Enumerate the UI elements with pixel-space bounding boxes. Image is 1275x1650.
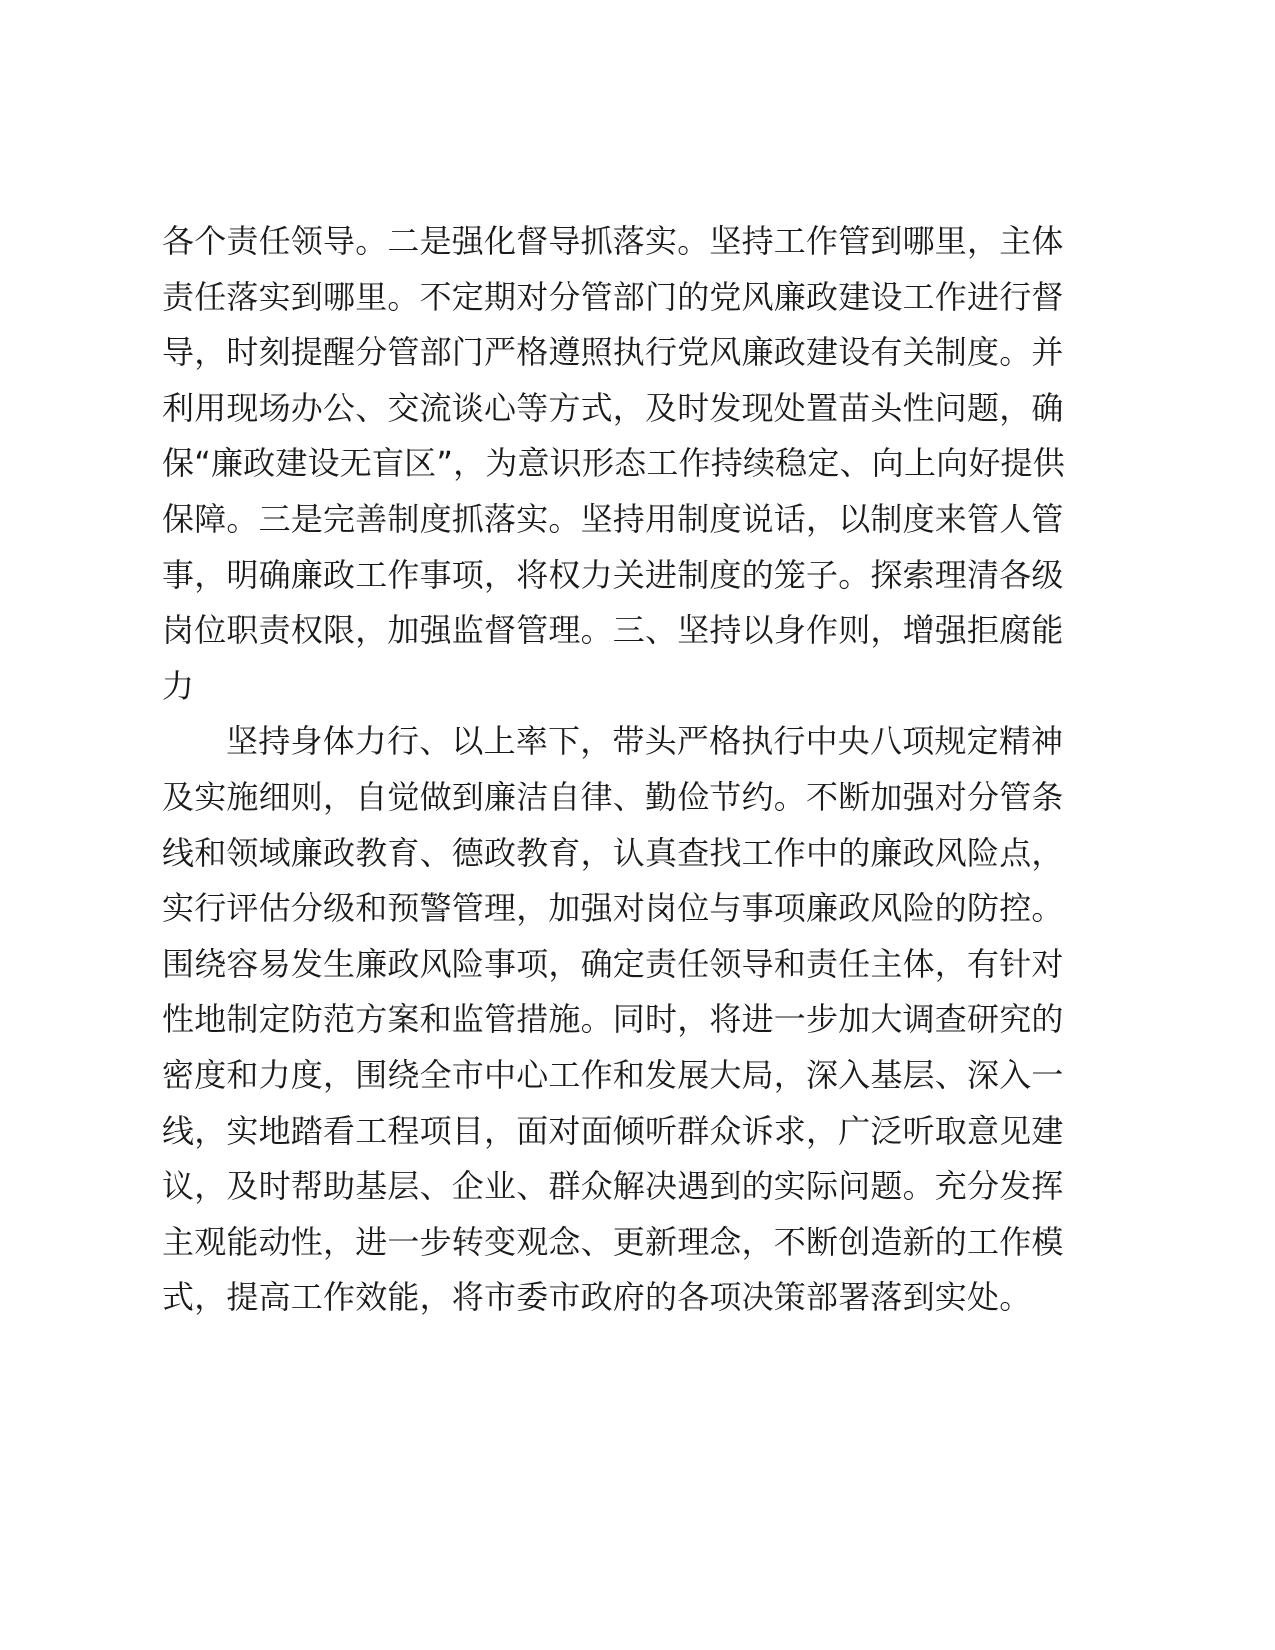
text-line: 事，明确廉政工作事项，将权力关进制度的笼子。探索理清各级: [162, 555, 1064, 594]
text-line: 式，提高工作效能，将市委市政府的各项决策部署落到实处。: [162, 1278, 1032, 1317]
text-line: 性地制定防范方案和监管措施。同时，将进一步加大调查研究的: [162, 1000, 1064, 1039]
paragraph-1: [162, 214, 1067, 714]
document-body: [162, 214, 1067, 1326]
text-line: 围绕容易发生廉政风险事项，确定责任领导和责任主体，有针对: [162, 944, 1064, 983]
text-line: 及实施细则，自觉做到廉洁自律、勤俭节约。不断加强对分管条: [162, 777, 1064, 816]
text-line: 责任落实到哪里。不定期对分管部门的党风廉政建设工作进行督: [162, 277, 1064, 316]
text-line: 力: [162, 666, 195, 705]
text-line: 线和领域廉政教育、德政教育，认真查找工作中的廉政风险点，: [162, 833, 1064, 872]
text-line: 主观能动性，进一步转变观念、更新理念，不断创造新的工作模: [162, 1222, 1064, 1261]
text-line-indented: 坚持身体力行、以上率下，带头严格执行中央八项规定精神: [226, 722, 1064, 761]
text-line: 议，及时帮助基层、企业、群众解决遇到的实际问题。充分发挥: [162, 1167, 1064, 1206]
text-line: 导，时刻提醒分管部门严格遵照执行党风廉政建设有关制度。并: [162, 333, 1064, 372]
text-line: 各个责任领导。二是强化督导抓落实。坚持工作管到哪里，主体: [162, 222, 1064, 260]
paragraph-2: [162, 714, 1067, 1326]
text-line: 线，实地踏看工程项目，面对面倾听群众诉求，广泛听取意见建: [162, 1111, 1064, 1150]
text-line: 实行评估分级和预警管理，加强对岗位与事项廉政风险的防控。: [162, 889, 1064, 928]
text-line: 保“廉政建设无盲区”，为意识形态工作持续稳定、向上向好提供: [162, 444, 1065, 483]
text-line: 利用现场办公、交流谈心等方式，及时发现处置苗头性问题，确: [162, 388, 1064, 427]
text-line: 岗位职责权限，加强监督管理。三、坚持以身作则，增强拒腐能: [162, 611, 1064, 650]
text-line: 保障。三是完善制度抓落实。坚持用制度说话，以制度来管人管: [162, 499, 1064, 538]
text-line: 密度和力度，围绕全市中心工作和发展大局，深入基层、深入一: [162, 1055, 1064, 1094]
